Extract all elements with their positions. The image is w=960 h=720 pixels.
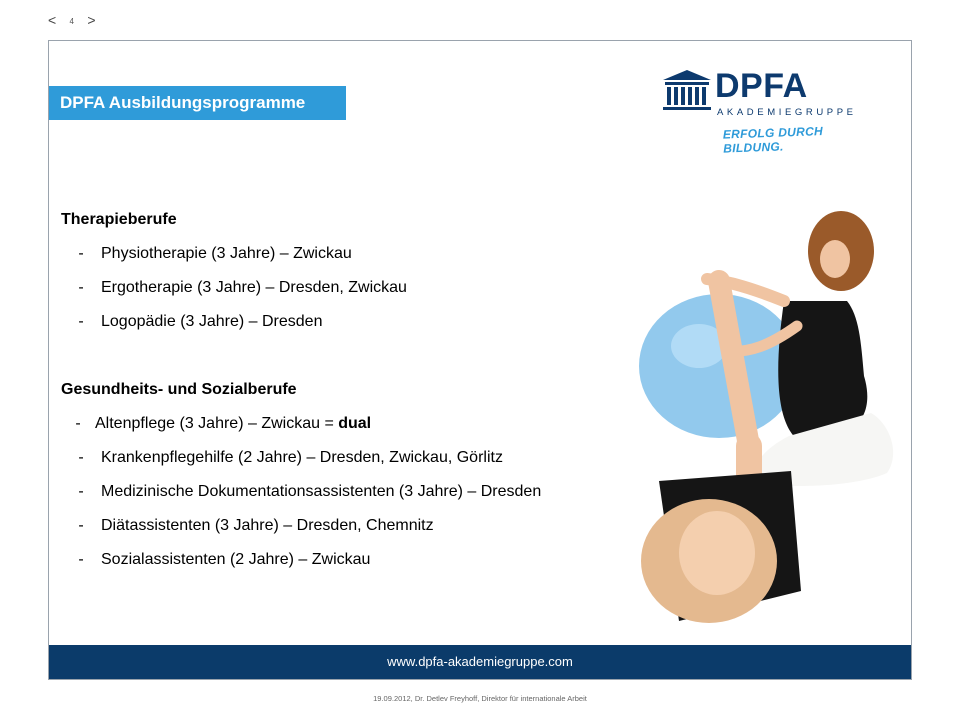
- building-icon: [661, 69, 713, 111]
- list-item: - Diätassistenten (3 Jahre) – Dresden, Chemnitz: [78, 517, 434, 534]
- footer-bar: [49, 645, 911, 679]
- list-item: - Sozialassistenten (2 Jahre) – Zwickau: [78, 551, 371, 568]
- next-arrow-icon[interactable]: >: [87, 12, 96, 28]
- slide-title: DPFA Ausbildungsprogramme: [49, 86, 346, 120]
- logo-subtitle: AKADEMIEGRUPPE: [717, 107, 857, 118]
- logo-wordmark: DPFA: [715, 67, 808, 105]
- list-item: - Medizinische Dokumentationsassistenten (3 Jahre) – Dresden: [78, 483, 542, 500]
- list-item: - Logopädie (3 Jahre) – Dresden: [78, 313, 323, 330]
- section-title-gesundheitsberufe: Gesundheits- und Sozialberufe: [61, 381, 297, 398]
- program-list: [61, 203, 541, 577]
- physiotherapy-photo: [609, 181, 909, 641]
- logo-slogan: ERFOLG DURCH BILDUNG.: [722, 124, 824, 156]
- dpfa-logo: [661, 65, 871, 155]
- dual-label: dual: [338, 415, 372, 432]
- list-item: - Altenpflege (3 Jahre) – Zwickau = dual: [75, 415, 372, 432]
- page-number: 4: [69, 17, 74, 27]
- list-item: - Krankenpflegehilfe (2 Jahre) – Dresden, Zwickau, Görlitz: [78, 449, 503, 466]
- list-item: - Physiotherapie (3 Jahre) – Zwickau: [78, 245, 352, 262]
- section-title-therapieberufe: Therapieberufe: [61, 211, 177, 228]
- previous-arrow-icon[interactable]: <: [48, 12, 57, 28]
- list-item: - Ergotherapie (3 Jahre) – Dresden, Zwickau: [78, 279, 407, 296]
- slide-navigation: [48, 12, 96, 28]
- slide: [48, 40, 912, 680]
- footer-meta: 19.09.2012, Dr. Detlev Freyhoff, Direktor für internationale Arbeit: [373, 694, 587, 703]
- footer-url-link[interactable]: www.dpfa-akademiegruppe.com: [387, 654, 573, 669]
